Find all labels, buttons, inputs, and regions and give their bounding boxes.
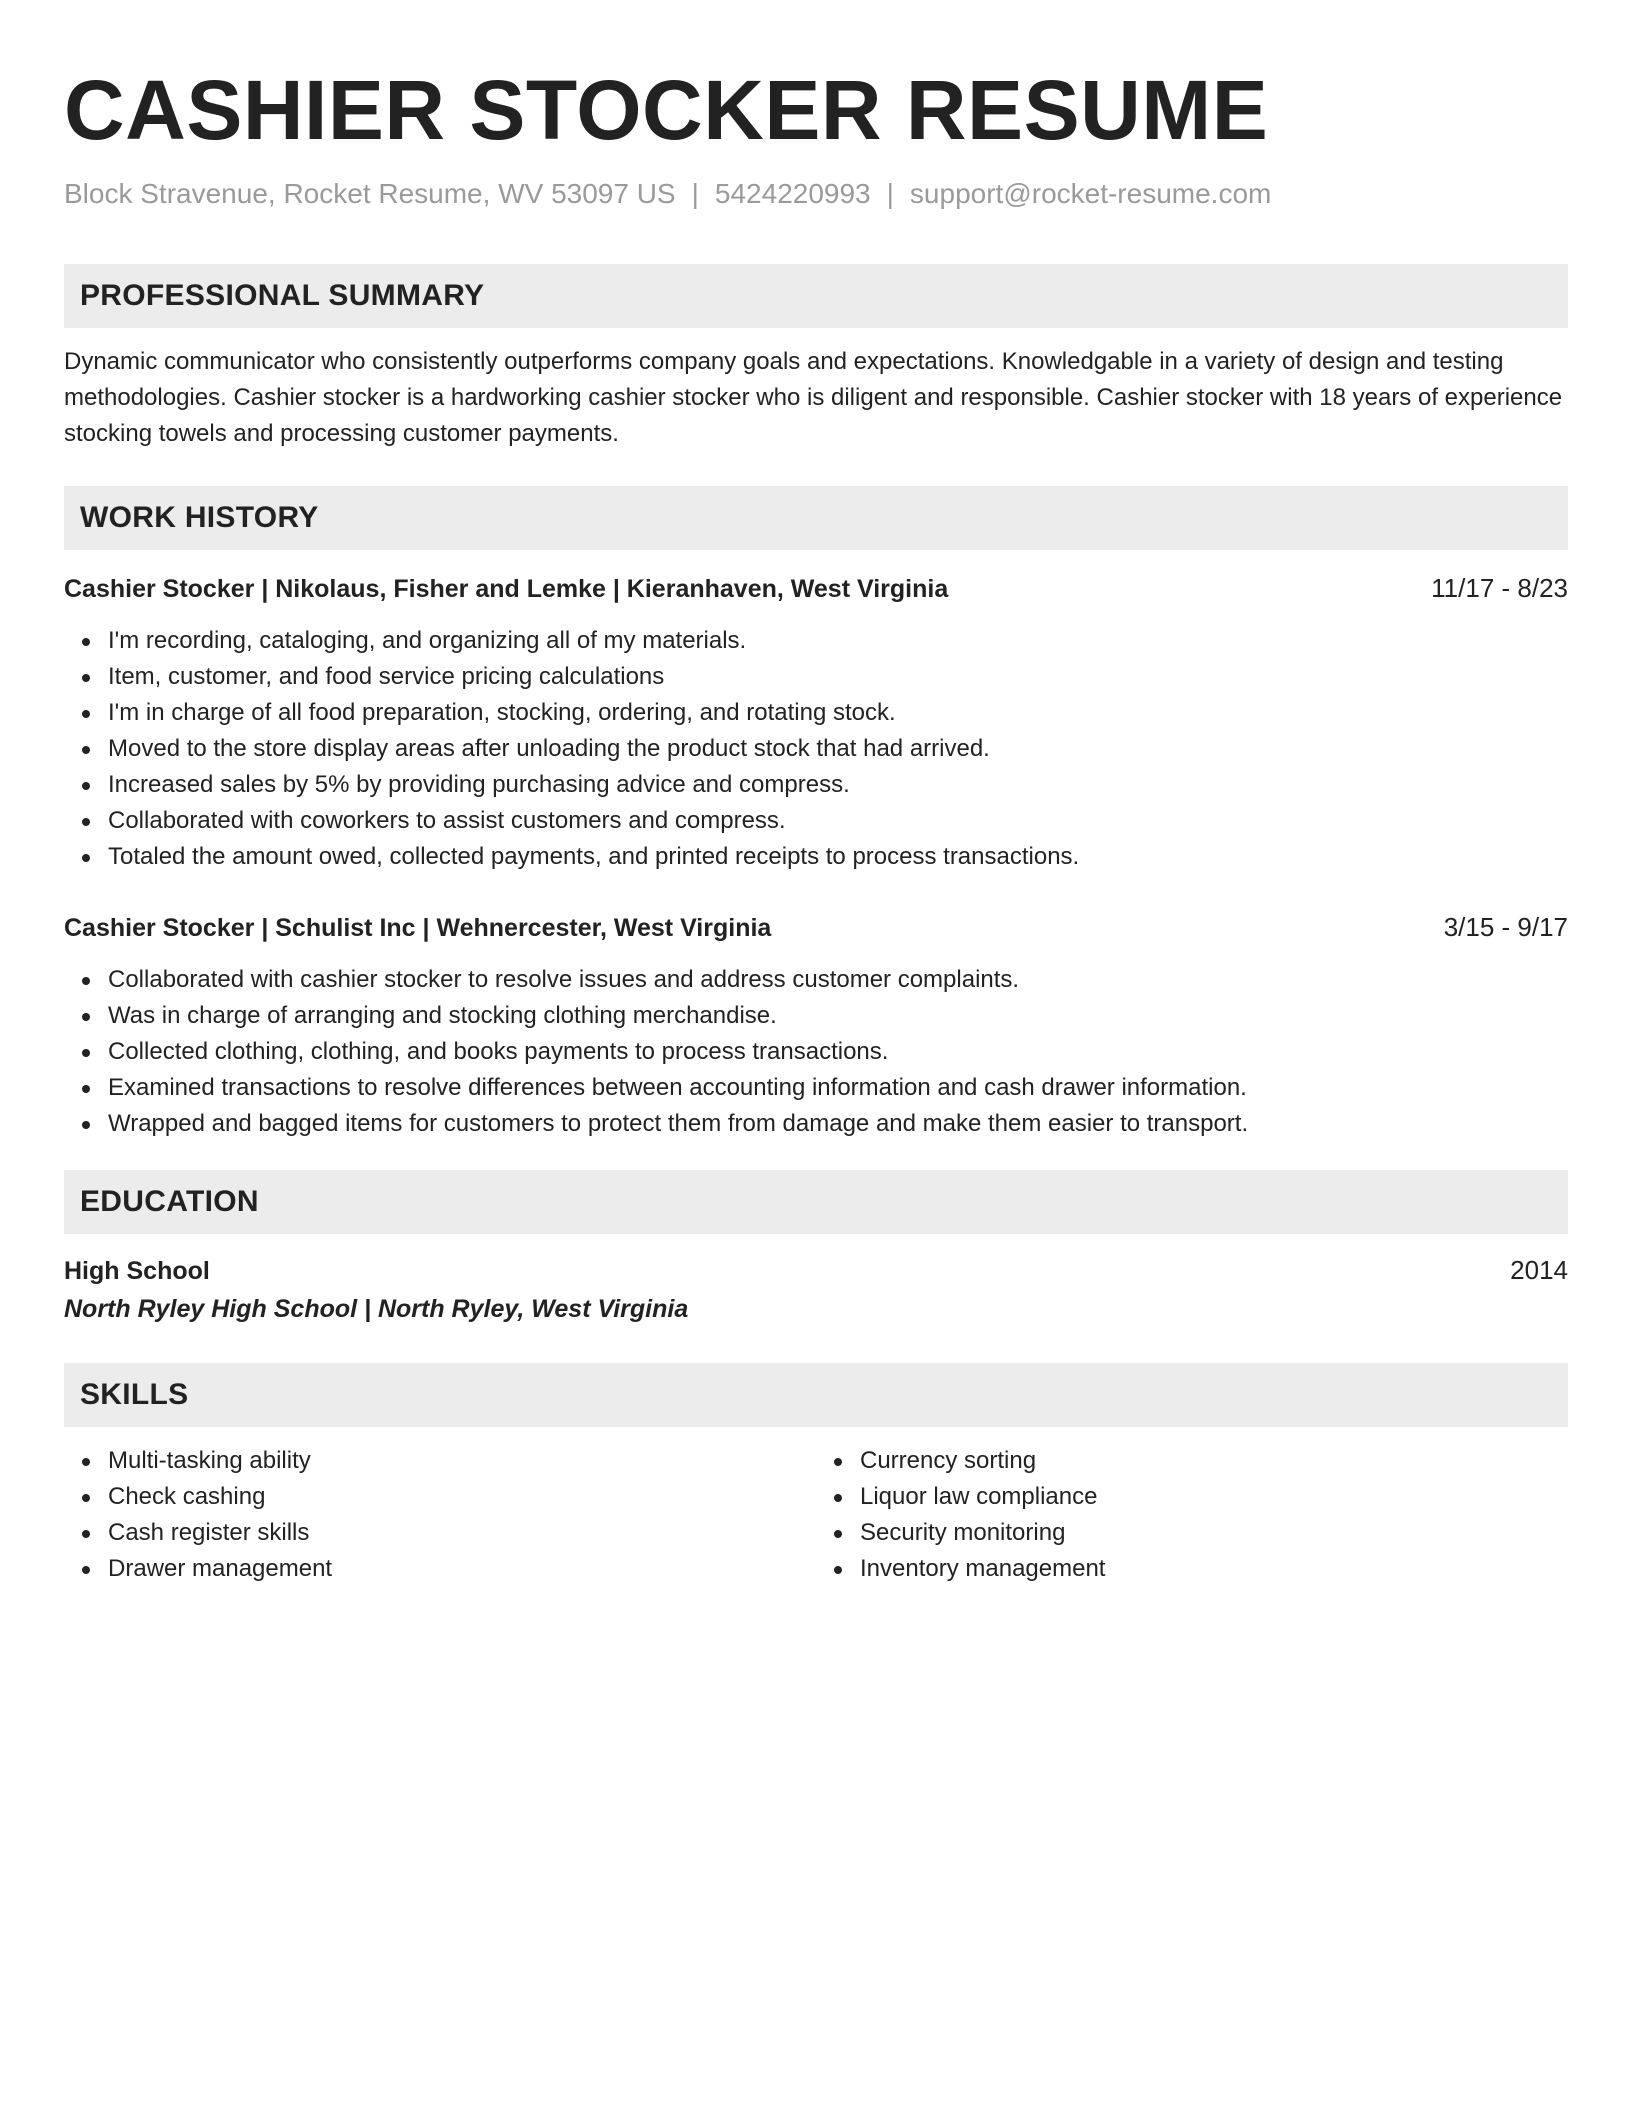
job-bullet: I'm recording, cataloging, and organizing all of my materials.	[64, 623, 1568, 659]
skill-item: Inventory management	[816, 1551, 1568, 1587]
contact-email: support@rocket-resume.com	[909, 178, 1272, 209]
section-heading-label: WORK HISTORY	[80, 501, 319, 534]
education-school: North Ryley High School | North Ryley, West Virginia	[64, 1295, 689, 1323]
contact-address: Block Stravenue, Rocket Resume, WV 53097 US	[64, 178, 676, 209]
skill-item: Liquor law compliance	[816, 1479, 1568, 1515]
section-heading-label: SKILLS	[80, 1378, 189, 1411]
contact-separator: |	[691, 178, 699, 209]
job-bullet: Moved to the store display areas after unloading the product stock that had arrived.	[64, 731, 1568, 767]
job-bullet: Examined transactions to resolve differences between accounting information and cash drawer information.	[64, 1070, 1568, 1106]
resume-title: CASHIER STOCKER RESUME	[64, 63, 1269, 157]
job-bullet: Collaborated with coworkers to assist customers and compress.	[64, 803, 1568, 839]
contact-separator: |	[886, 178, 894, 209]
section-heading-work-history	[64, 486, 1568, 550]
job-bullet: Collected clothing, clothing, and books payments to process transactions.	[64, 1034, 1568, 1070]
section-heading-skills	[64, 1363, 1568, 1427]
section-heading-label: EDUCATION	[80, 1185, 259, 1218]
job-bullet: Item, customer, and food service pricing calculations	[64, 659, 1568, 695]
education-header	[64, 1252, 1568, 1289]
job-entry	[64, 909, 1568, 1142]
skills-column-right	[816, 1443, 1568, 1587]
job-bullet: Increased sales by 5% by providing purchasing advice and compress.	[64, 767, 1568, 803]
section-heading-education	[64, 1170, 1568, 1234]
education-degree: High School	[64, 1257, 210, 1285]
contact-phone: 5424220993	[714, 178, 871, 209]
job-bullet: I'm in charge of all food preparation, stocking, ordering, and rotating stock.	[64, 695, 1568, 731]
education-entry	[64, 1252, 1568, 1329]
job-title: Cashier Stocker | Schulist Inc | Wehnercester, West Virginia	[64, 914, 772, 942]
skill-item: Security monitoring	[816, 1515, 1568, 1551]
skill-item: Cash register skills	[64, 1515, 816, 1551]
job-bullet: Totaled the amount owed, collected payments, and printed receipts to process transactions.	[64, 839, 1568, 875]
section-heading-label: PROFESSIONAL SUMMARY	[80, 279, 485, 312]
skills-column-left	[64, 1443, 816, 1587]
job-title: Cashier Stocker | Nikolaus, Fisher and Lemke | Kieranhaven, West Virginia	[64, 575, 949, 603]
skill-item: Multi-tasking ability	[64, 1443, 816, 1479]
skill-item: Drawer management	[64, 1551, 816, 1587]
job-bullet: Collaborated with cashier stocker to resolve issues and address customer complaints.	[64, 962, 1568, 998]
job-bullet: Wrapped and bagged items for customers to protect them from damage and make them easier to transport.	[64, 1106, 1568, 1142]
job-header	[64, 909, 1568, 946]
job-header	[64, 570, 1568, 607]
skills-grid	[64, 1443, 1568, 1587]
section-heading-summary	[64, 264, 1568, 328]
job-bullet-list	[64, 623, 1568, 875]
summary-text: Dynamic communicator who consistently outperforms company goals and expectations. Knowledgable in a variety of design and testing methodologies. Cashier stocker is a hardworking cashier stocker who is diligent and responsible. Cashier stocker with 18 years of experience stocking towels and processing customer payments.	[64, 348, 1563, 447]
job-entry	[64, 570, 1568, 875]
job-dates: 11/17 - 8/23	[1431, 573, 1568, 603]
skill-item: Check cashing	[64, 1479, 816, 1515]
skill-item: Currency sorting	[816, 1443, 1568, 1479]
job-bullet-list	[64, 962, 1568, 1142]
job-dates: 3/15 - 9/17	[1443, 912, 1568, 942]
education-year: 2014	[1510, 1255, 1568, 1285]
contact-line	[64, 176, 1568, 212]
job-bullet: Was in charge of arranging and stocking clothing merchandise.	[64, 998, 1568, 1034]
